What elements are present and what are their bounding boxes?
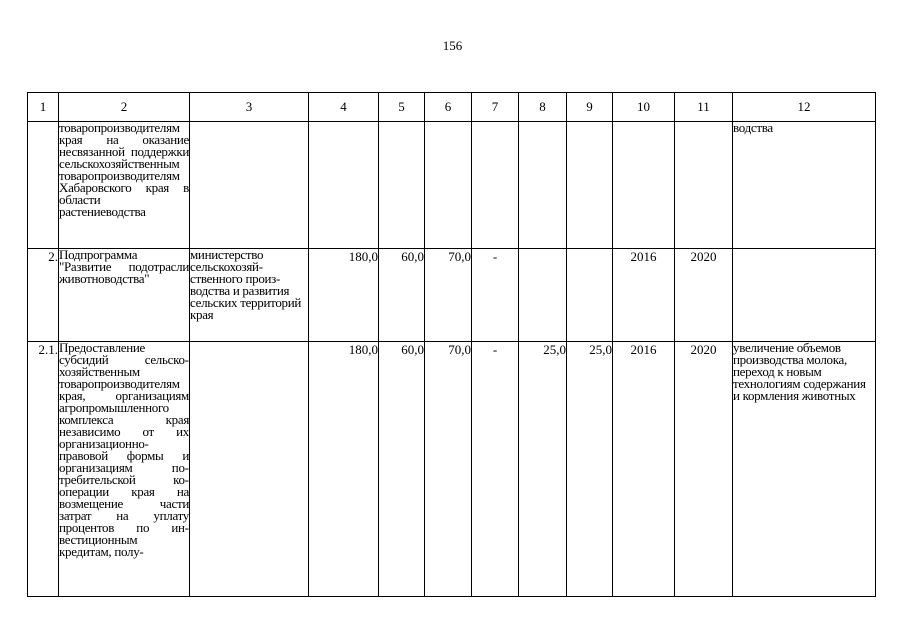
value-cell [379, 122, 425, 249]
column-header: 11 [675, 93, 733, 122]
measure-name: товаропроизводителям края на оказание несвязанной поддержки сельскохозяйственным товаропроизводителям Хабаровского края в области растениеводства [59, 122, 190, 249]
value-cell [309, 122, 379, 249]
start-year: 2016 [613, 342, 675, 597]
value-cell: - [472, 249, 519, 342]
row-number: 2.1. [28, 342, 59, 597]
responsible-executor [190, 342, 309, 597]
value-cell: 25,0 [519, 342, 567, 597]
column-header: 8 [519, 93, 567, 122]
end-year [675, 122, 733, 249]
end-year: 2020 [675, 342, 733, 597]
value-cell: 70,0 [425, 249, 472, 342]
start-year: 2016 [613, 249, 675, 342]
table-row [28, 122, 876, 249]
column-header: 2 [59, 93, 190, 122]
value-cell [567, 122, 613, 249]
expected-result: увеличение объемов производства молока, переход к новым технологиям содержания и кормления животных [733, 342, 876, 597]
start-year [613, 122, 675, 249]
value-cell [519, 122, 567, 249]
column-header: 5 [379, 93, 425, 122]
value-cell [567, 249, 613, 342]
value-cell [519, 249, 567, 342]
value-cell: 60,0 [379, 342, 425, 597]
expected-result [733, 249, 876, 342]
value-cell: - [472, 342, 519, 597]
page-number: 156 [442, 38, 463, 53]
table-row [28, 342, 876, 597]
table-row [28, 249, 876, 342]
measure-name: Подпрограмма "Развитие подотрасли животноводства" [59, 249, 190, 342]
value-cell: 180,0 [309, 249, 379, 342]
column-header: 12 [733, 93, 876, 122]
measure-name: Предоставление субсидий сельскохозяйственным товаропроизводителям края, организациям агропромышленного комплекса края независимо от их организационно-правовой формы и организациям потребительской кооперации края на возмещение части затрат на уплату процентов по инвестиционным кредитам, полу- [59, 342, 190, 597]
column-header: 4 [309, 93, 379, 122]
value-cell: 180,0 [309, 342, 379, 597]
column-header: 9 [567, 93, 613, 122]
column-header: 3 [190, 93, 309, 122]
end-year: 2020 [675, 249, 733, 342]
row-number [28, 122, 59, 249]
expected-result: водства [733, 122, 876, 249]
value-cell [425, 122, 472, 249]
column-header: 10 [613, 93, 675, 122]
responsible-executor [190, 122, 309, 249]
column-header: 6 [425, 93, 472, 122]
value-cell: 60,0 [379, 249, 425, 342]
row-number: 2. [28, 249, 59, 342]
value-cell: 70,0 [425, 342, 472, 597]
column-header: 7 [472, 93, 519, 122]
table-header-row [28, 93, 876, 122]
column-header: 1 [28, 93, 59, 122]
responsible-executor: министерство сельскохозяйственного производства и развития сельских территорий края [190, 249, 309, 342]
value-cell [472, 122, 519, 249]
value-cell: 25,0 [567, 342, 613, 597]
program-table [27, 92, 876, 597]
